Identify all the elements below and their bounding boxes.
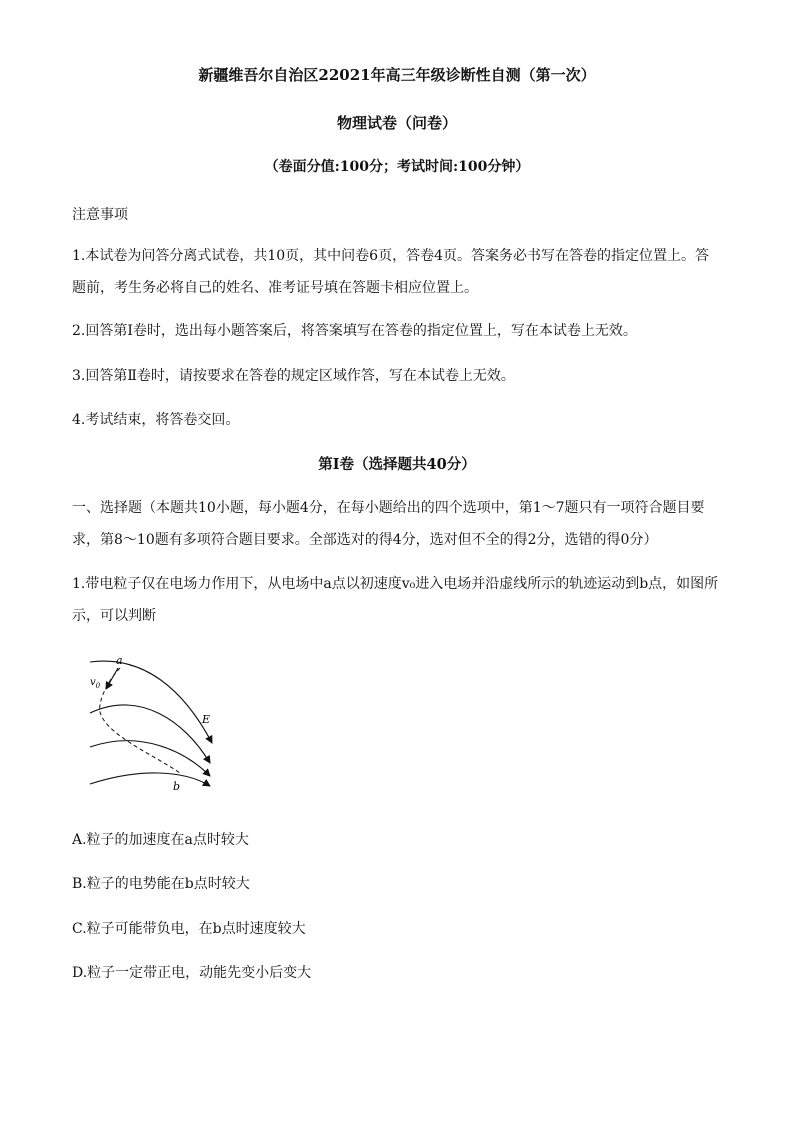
section-instructions: 一、选择题（本题共10小题，每小题4分，在每小题给出的四个选项中，第1～7题只有一项符合题目要求，第8～10题有多项符合题目要求。全部选对的得4分，选对但不全的得2分，选错的得0分）: [72, 500, 705, 548]
notice-item-4: 4.考试结束，将答卷交回。: [72, 412, 240, 428]
exam-meta: （卷面分值:100分；考试时间:100分钟）: [264, 159, 530, 175]
exam-title: 新疆维吾尔自治区22021年高三年级诊断性自测（第一次）: [198, 66, 596, 84]
section-heading: 第Ⅰ卷（选择题共40分）: [318, 456, 476, 473]
notice-heading: 注意事项: [72, 207, 128, 223]
field-line-1: [90, 661, 212, 743]
option-b: B.粒子的电势能在b点时较大: [72, 876, 250, 892]
option-a: A.粒子的加速度在a点时较大: [72, 832, 249, 848]
exam-subtitle: 物理试卷（问卷）: [336, 114, 457, 132]
label-a: a: [116, 654, 123, 667]
label-E: E: [202, 713, 211, 726]
option-c: C.粒子可能带负电，在b点时速度较大: [72, 921, 306, 937]
velocity-arrow: [106, 668, 118, 689]
electric-field-figure: [84, 650, 216, 792]
field-line-4: [90, 773, 210, 786]
particle-trajectory: [100, 668, 180, 773]
notice-item-1: 1.本试卷为问答分离式试卷，共10页，其中问卷6页，答卷4页。答案务必书写在答卷的指定位置上。答题前，考生务必将自己的姓名、准考证号填在答题卡相应位置上。: [72, 248, 709, 296]
notice-item-3: 3.回答第Ⅱ卷时，请按要求在答卷的规定区域作答，写在本试卷上无效。: [72, 368, 515, 384]
label-b: b: [173, 780, 181, 792]
field-line-3: [90, 741, 210, 776]
label-v0: $v_0$: [90, 677, 101, 690]
question-1-stem: 1.带电粒子仅在电场力作用下，从电场中a点以初速度v₀进入电场并沿虚线所示的轨迹运动到b点，如图所示，可以判断: [72, 576, 719, 624]
field-line-2: [90, 705, 210, 763]
notice-item-2: 2.回答第Ⅰ卷时，选出每小题答案后，将答案填写在答卷的指定位置上，写在本试卷上无效。: [72, 323, 637, 339]
option-d: D.粒子一定带正电，动能先变小后变大: [72, 965, 312, 981]
